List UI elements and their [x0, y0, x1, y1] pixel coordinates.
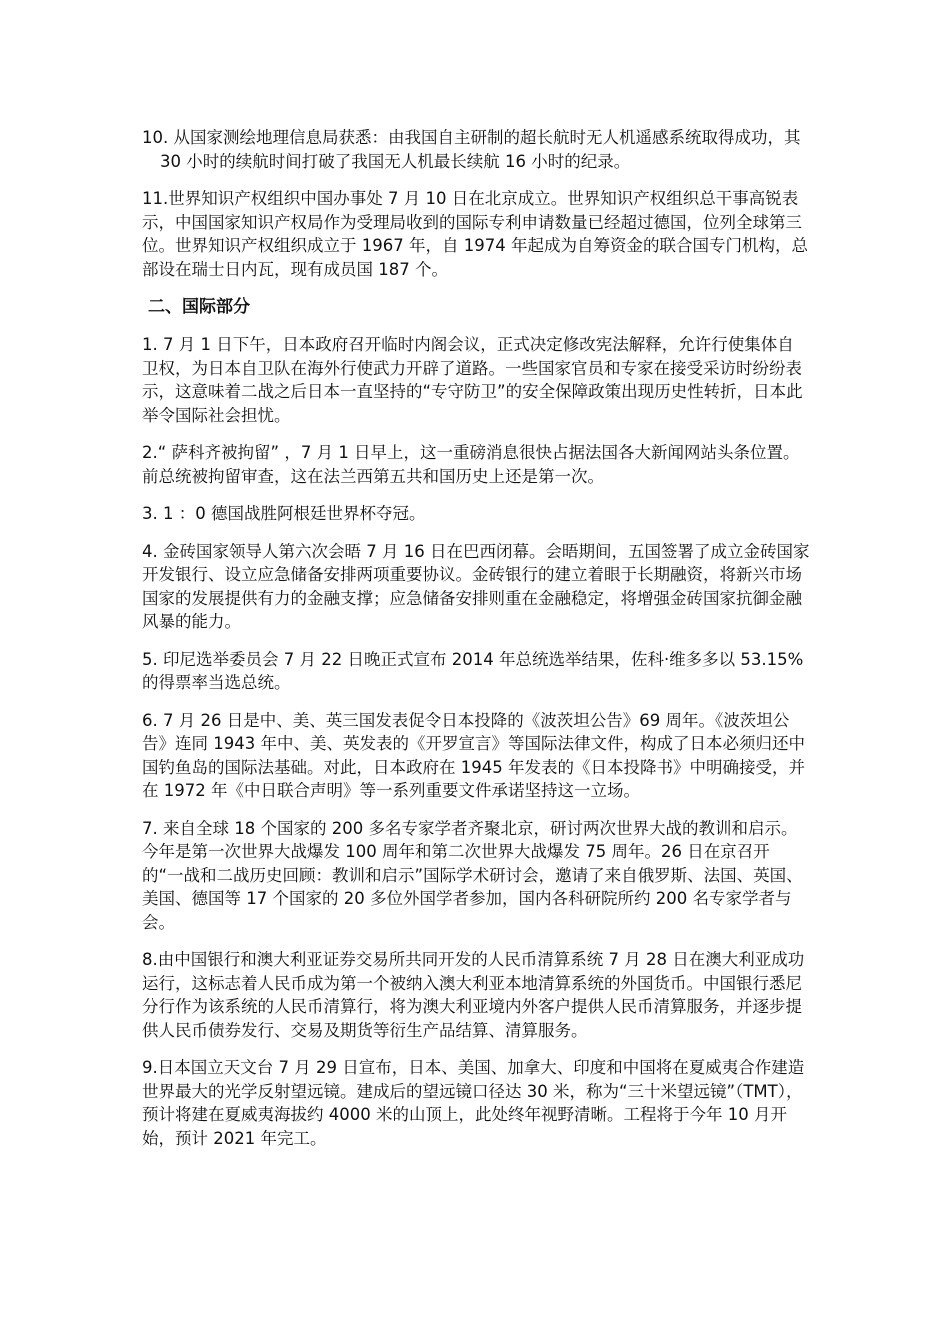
news-item-international-4: 4. 金砖国家领导人第六次会晤 7 月 16 日在巴西闭幕。会晤期间，五国签署了成立金砖国家开发银行、设立应急储备安排两项重要协议。金砖银行的建立着眼于长期融资，将新兴市场国家的发展提供有力的金融支撑；应急储备安排则重在金融稳定，将增强金砖国家抗御金融风暴的能力。: [142, 541, 810, 631]
news-item-international-8: 8.由中国银行和澳大利亚证券交易所共同开发的人民币清算系统 7 月 28 日在澳大利亚成功运行，这标志着人民币成为第一个被纳入澳大利亚本地清算系统的外国货币。中国银行悉尼分行作为该系统的人民币清算行，将为澳大利亚境内外客户提供人民币清算服务，并逐步提供人民币债券发行、交易及期货等衍生产品结算、清算服务。: [142, 950, 805, 1040]
news-item-international-6: 6. 7 月 26 日是中、美、英三国发表促令日本投降的《波茨坦公告》69 周年。《波茨坦公告》连同 1943 年中、美、英发表的《开罗宣言》等国际法律文件，构成了日本必须归还中国钓鱼岛的国际法基础。对此，日本政府在 1945 年发表的《日本投降书》中明确接受，并在 1972 年《中日联合声明》等一系列重要文件承诺坚持这一立场。: [142, 710, 805, 800]
news-item-domestic-10: 10. 从国家测绘地理信息局获悉：由我国自主研制的超长航时无人机遥感系统取得成功，其 30 小时的续航时间打破了我国无人机最长续航 16 小时的纪录。: [142, 128, 801, 171]
section-heading-international: 二、国际部分: [148, 297, 250, 317]
news-item-international-2: 2.“ 萨科齐被拘留” ，7 月 1 日早上，这一重磅消息很快占据法国各大新闻网站头条位置。前总统被拘留审查，这在法兰西第五共和国历史上还是第一次。: [142, 443, 800, 486]
news-item-international-9: 9.日本国立天文台 7 月 29 日宣布，日本、美国、加拿大、印度和中国将在夏威夷合作建造世界最大的光学反射望远镜。建成后的望远镜口径达 30 米，称为“三十米望远镜”（TMT），预计将建在夏威夷海拔约 4000 米的山顶上，此处终年视野清晰。工程将于今年 10 月开始，预计 2021 年完工。: [142, 1058, 805, 1148]
news-item-international-5: 5. 印尼选举委员会 7 月 22 日晚正式宣布 2014 年总统选举结果，佐科·维多多以 53.15%的得票率当选总统。: [142, 649, 804, 692]
news-item-international-1: 1. 7 月 1 日下午，日本政府召开临时内阁会议，正式决定修改宪法解释，允许行使集体自卫权，为日本自卫队在海外行使武力开辟了道路。一些国家官员和专家在接受采访时纷纷表示，这意味着二战之后日本一直坚持的“专守防卫”的安全保障政策出现历史性转折，日本此举令国际社会担忧。: [142, 335, 803, 425]
news-item-international-7: 7. 来自全球 18 个国家的 200 多名专家学者齐聚北京，研讨两次世界大战的教训和启示。今年是第一次世界大战爆发 100 周年和第二次世界大战爆发 75 周年。26 日在京召开的“一战和二战历史回顾：教训和启示”国际学术研讨会，邀请了来自俄罗斯、法国、英国、美国、德国等 17 个国家的 20 多位外国学者参加，国内各科研院所约 200 名专家学者与会。: [142, 818, 803, 932]
document-page: [142, 126, 810, 1164]
news-item-domestic-11: 11.世界知识产权组织中国办事处 7 月 10 日在北京成立。世界知识产权组织总干事高锐表示，中国国家知识产权局作为受理局收到的国际专利申请数量已经超过德国，位列全球第三位。世界知识产权组织成立于 1967 年，自 1974 年起成为自筹资金的联合国专门机构，总部设在瑞士日内瓦，现有成员国 187 个。: [142, 189, 808, 279]
news-item-international-3: 3. 1 ：0 德国战胜阿根廷世界杯夺冠。: [142, 504, 426, 523]
